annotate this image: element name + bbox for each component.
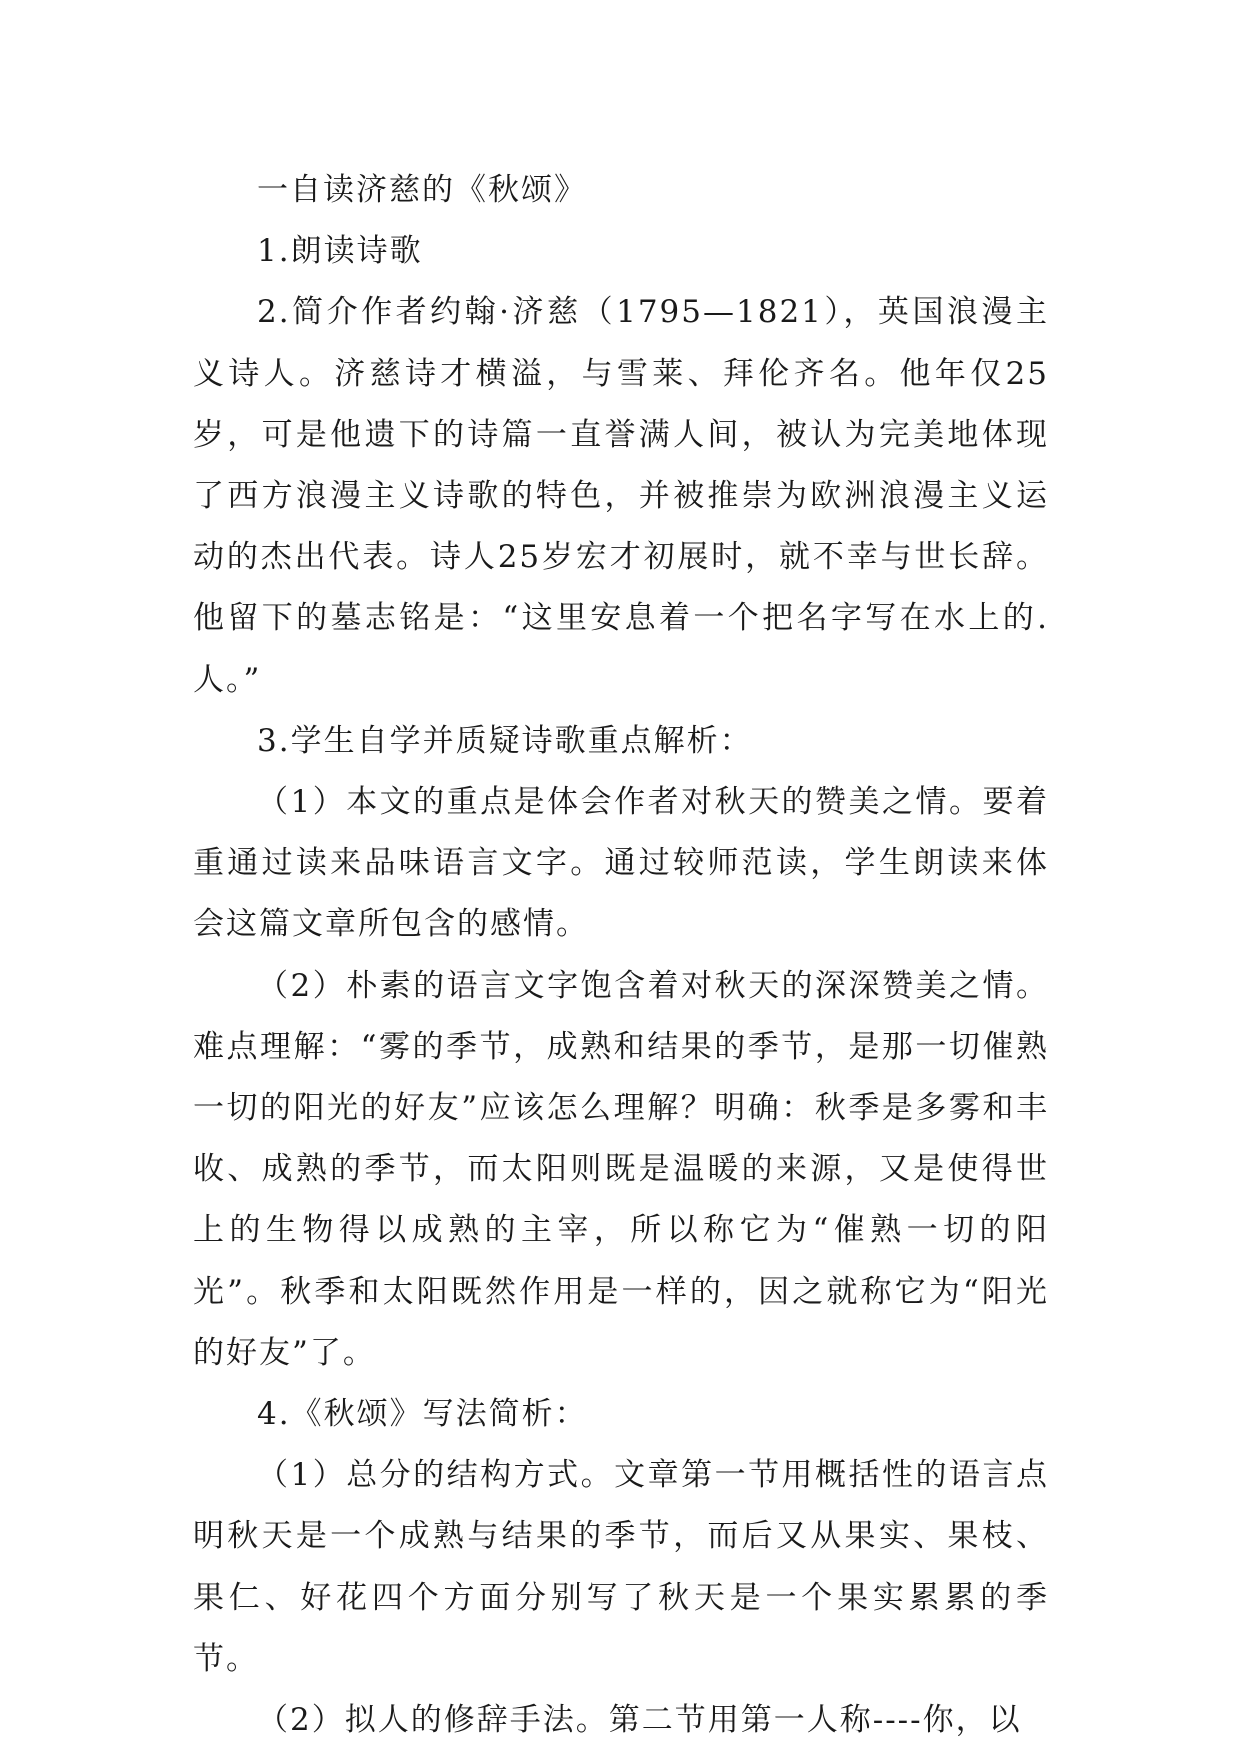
step-4-point-2: （2）拟人的修辞手法。第二节用第一人称----你，以 bbox=[257, 1702, 1022, 1739]
step-1-recite: 1.朗读诗歌 bbox=[257, 233, 423, 270]
document-body bbox=[193, 160, 1049, 1751]
section-heading-self-reading: 一自读济慈的《秋颂》 bbox=[257, 172, 587, 208]
step-4-point-1: （1）总分的结构方式。文章第一节用概括性的语言点明秋天是一个成熟与结果的季节，而后又从果实、果枝、果仁、好花四个方面分别写了秋天是一个果实累累的季节。 bbox=[193, 1457, 1049, 1677]
step-3-point-1: （1）本文的重点是体会作者对秋天的赞美之情。要着重通过读来品味语言文字。通过较师范读，学生朗读来体会这篇文章所包含的感情。 bbox=[193, 784, 1049, 943]
step-4-writing-analysis: 4.《秋颂》写法简析： bbox=[257, 1396, 588, 1433]
step-3-point-2: （2）朴素的语言文字饱含着对秋天的深深赞美之情。难点理解：“雾的季节，成熟和结果的季节，是那一切催熟一切的阳光的好友”应该怎么理解？明确：秋季是多雾和丰收、成熟的季节，而太阳则既是温暖的来源，又是使得世上的生物得以成熟的主宰，所以称它为“催熟一切的阳光”。秋季和太阳既然作用是一样的，因之就称它为“阳光的好友”了。 bbox=[193, 967, 1049, 1371]
step-3-self-study: 3.学生自学并质疑诗歌重点解析： bbox=[257, 722, 753, 759]
step-2-author-intro: 2.简介作者约翰·济慈（1795—1821），英国浪漫主义诗人。济慈诗才横溢，与雪莱、拜伦齐名。他年仅25岁，可是他遗下的诗篇一直誉满人间，被认为完美地体现了西方浪漫主义诗歌的特色，并被推崇为欧洲浪漫主义运动的杰出代表。诗人25岁宏才初展时，就不幸与世长辞。他留下的墓志铭是：“这里安息着一个把名字写在水上的.人。” bbox=[193, 294, 1049, 698]
